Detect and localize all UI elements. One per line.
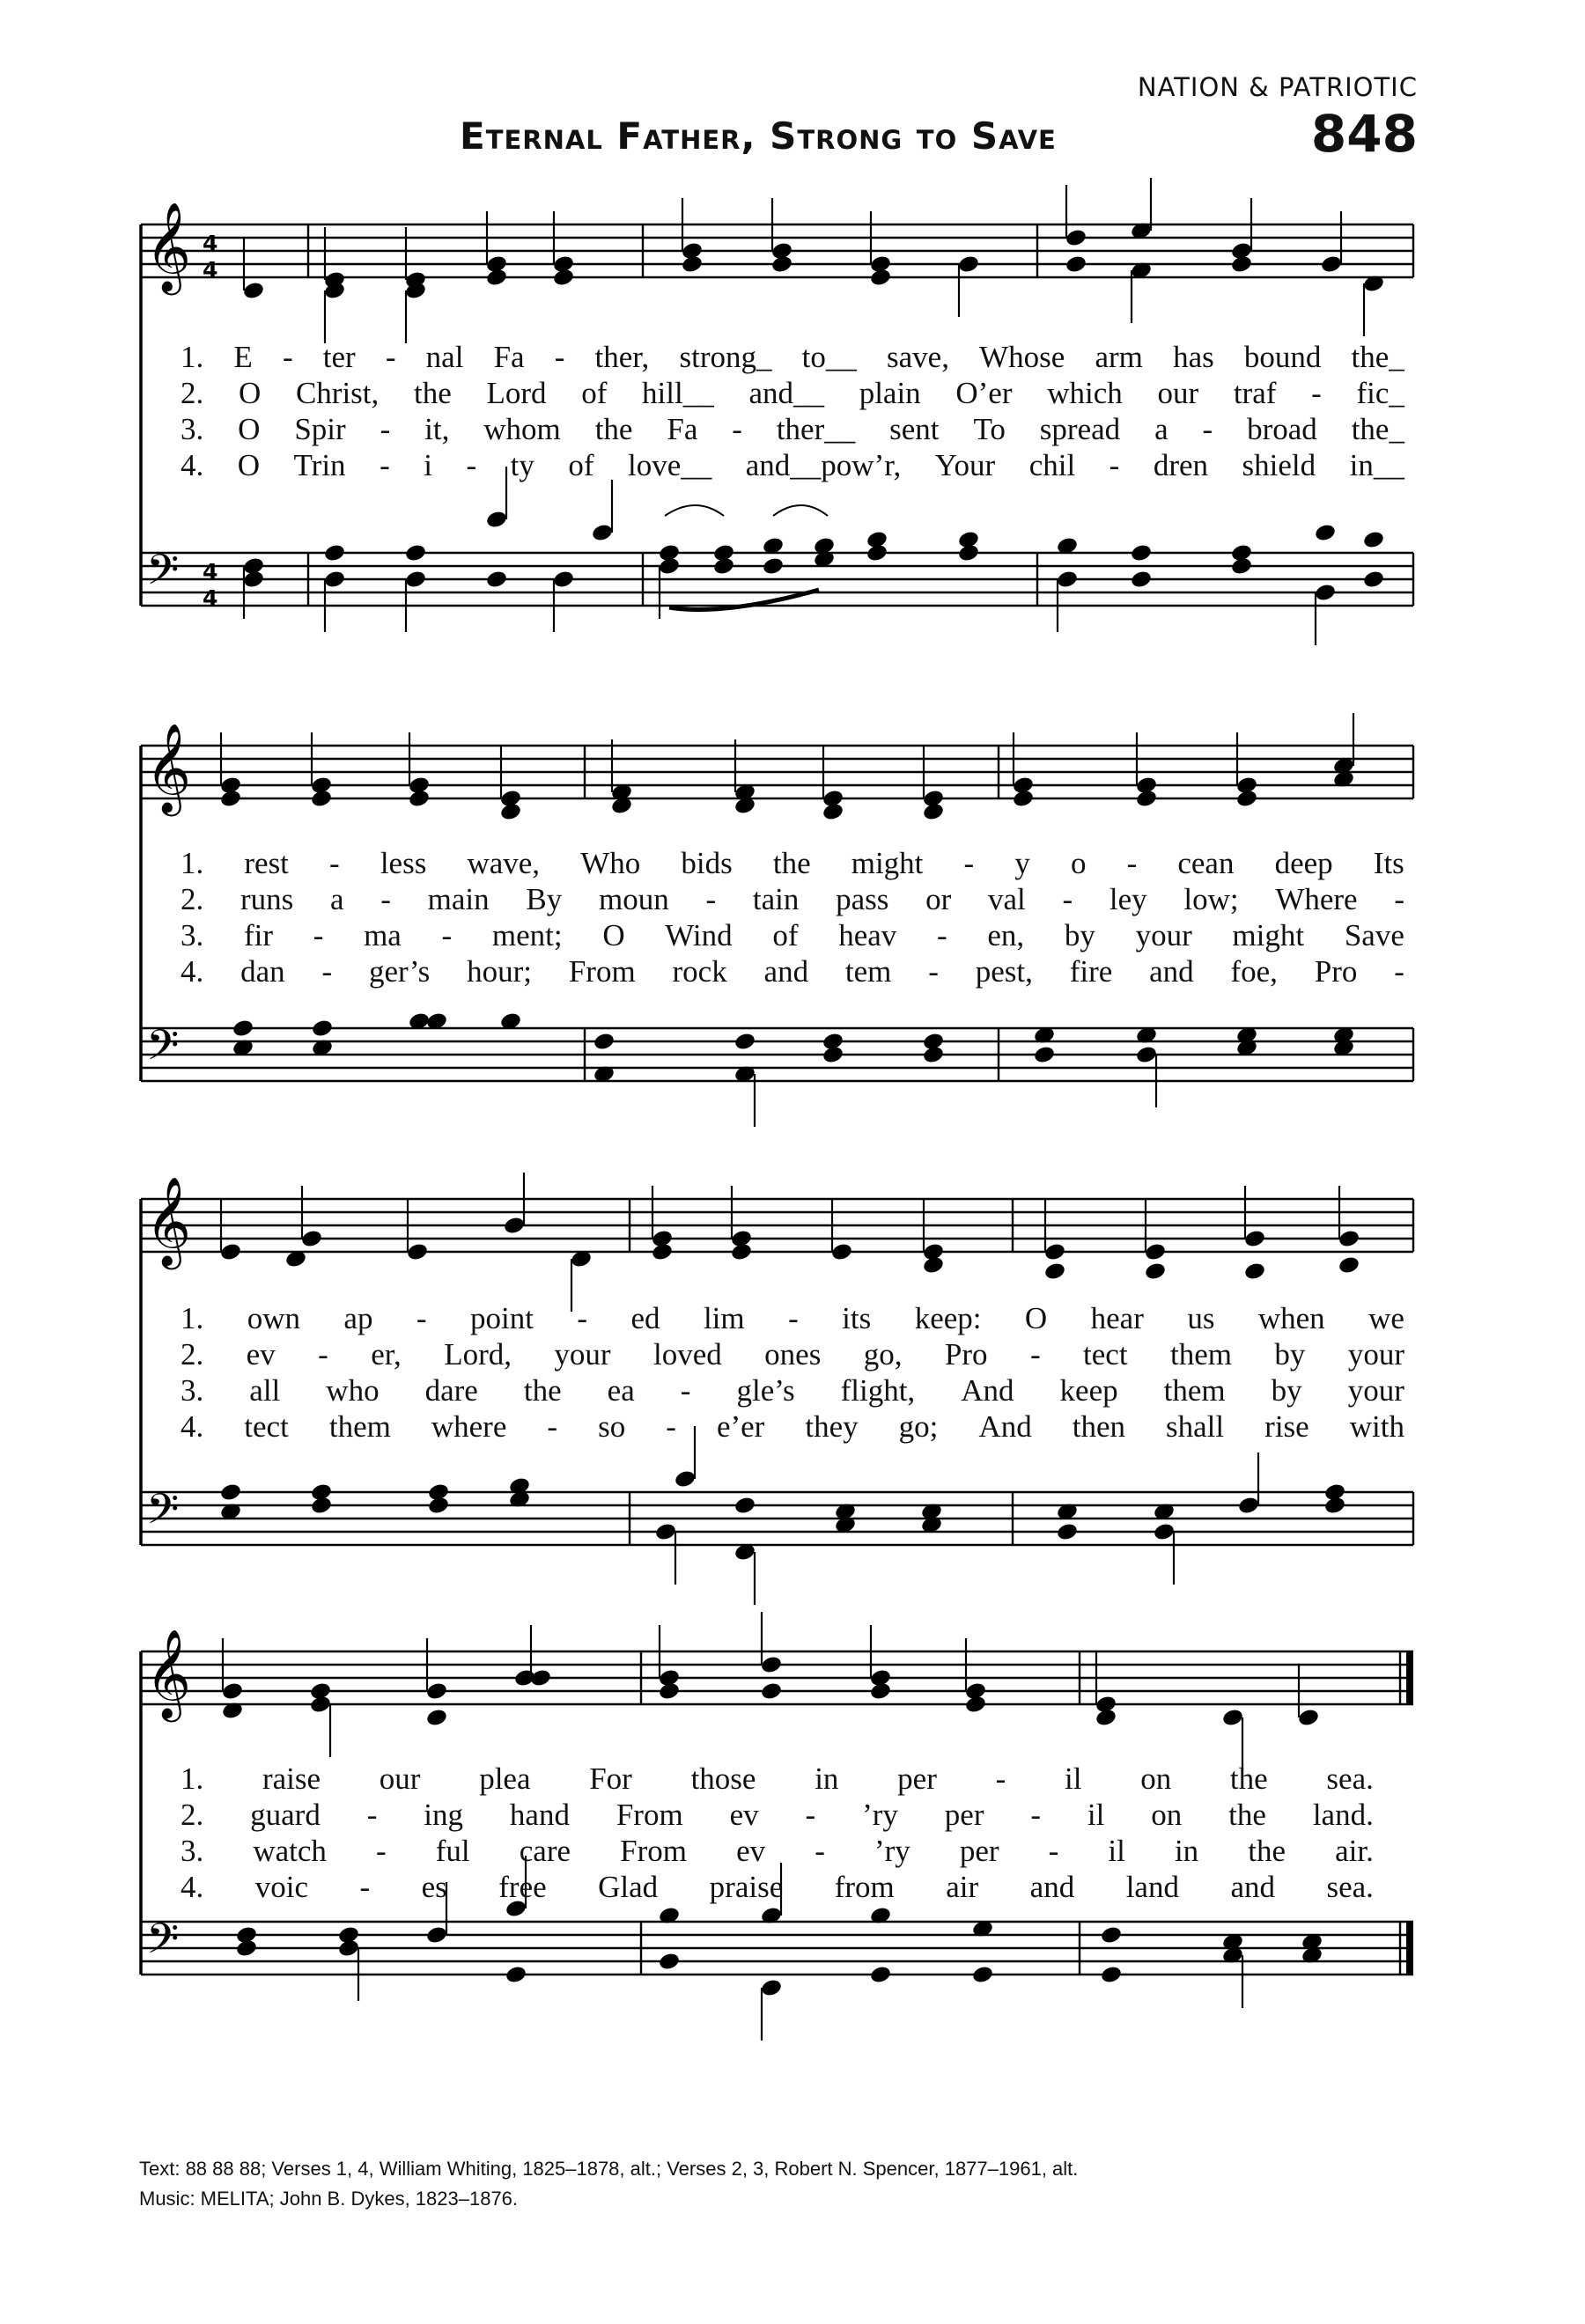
lyric-word: by	[1271, 1373, 1302, 1408]
verse-line	[181, 1300, 1404, 1336]
lyric-word: in	[1174, 1834, 1199, 1868]
verse-line	[181, 1797, 1374, 1833]
lyric-word: 2.	[181, 1798, 204, 1832]
lyric-word: To	[973, 412, 1006, 446]
lyric-word: a	[330, 882, 344, 916]
lyric-word: And	[961, 1373, 1014, 1408]
lyric-word: o	[1070, 846, 1087, 880]
lyric-word: 1.	[181, 1761, 204, 1796]
lyric-word: Christ,	[295, 376, 380, 410]
lyric-word: and__pow’r,	[745, 448, 902, 482]
lyric-word: ap	[343, 1301, 373, 1335]
lyric-word: plea	[479, 1761, 531, 1796]
lyrics-system-1	[181, 339, 1404, 483]
lyric-word: er,	[371, 1337, 402, 1372]
lyric-word: dan	[240, 954, 285, 989]
lyric-word: less	[380, 846, 427, 880]
lyric-word: your	[1347, 1337, 1404, 1372]
lyric-word: -	[928, 954, 939, 989]
lyric-word: strong_	[679, 340, 772, 374]
lyric-word: 4.	[181, 954, 204, 989]
svg-text:4: 4	[203, 559, 218, 585]
lyric-word: 1.	[181, 1301, 204, 1335]
lyric-word: and__	[748, 376, 824, 410]
lyric-word: O	[602, 918, 625, 952]
lyric-word: save,	[887, 340, 949, 374]
lyric-word: -	[1062, 882, 1073, 916]
lyric-word: ing	[424, 1798, 464, 1832]
lyric-word: Fa	[493, 340, 525, 374]
lyric-word: -	[995, 1761, 1006, 1796]
lyric-word: main	[427, 882, 490, 916]
lyric-word: moun	[598, 882, 669, 916]
lyric-word: i	[424, 448, 432, 482]
lyric-word: the	[523, 1373, 562, 1408]
lyric-word: to__	[801, 340, 857, 374]
lyric-word: -	[788, 1301, 799, 1335]
lyric-word: -	[666, 1409, 676, 1444]
lyric-word: Your	[934, 448, 996, 482]
lyric-word: tem	[844, 954, 892, 989]
lyric-word: O’er	[955, 376, 1013, 410]
lyric-word: O	[1024, 1301, 1048, 1335]
lyric-word: wave,	[467, 846, 541, 880]
lyric-word: Glad	[598, 1870, 659, 1904]
lyric-word: which	[1047, 376, 1123, 410]
lyric-word: ger’s	[368, 954, 431, 989]
lyric-word: -	[376, 1834, 387, 1868]
lyric-word: -	[680, 1373, 691, 1408]
lyric-word: hour;	[467, 954, 532, 989]
lyric-word: praise	[709, 1870, 784, 1904]
lyric-word: might	[851, 846, 924, 880]
lyric-word: cean	[1177, 846, 1235, 880]
lyric-word: the	[1248, 1834, 1286, 1868]
lyric-word: raise	[262, 1761, 321, 1796]
lyric-word: -	[313, 918, 324, 952]
lyric-word: il	[1087, 1798, 1105, 1832]
lyric-word: ty	[510, 448, 534, 482]
lyric-word: in	[815, 1761, 839, 1796]
lyric-word: -	[1126, 846, 1138, 880]
lyric-word: and	[1230, 1870, 1275, 1904]
svg-text:𝄞: 𝄞	[145, 722, 192, 813]
lyric-word: flight,	[840, 1373, 916, 1408]
lyric-word: -	[805, 1798, 816, 1832]
lyric-word: per	[944, 1798, 984, 1832]
lyric-word: -	[732, 412, 742, 446]
lyric-word: per	[959, 1834, 999, 1868]
lyric-word: then	[1072, 1409, 1125, 1444]
lyric-word: per	[897, 1761, 937, 1796]
lyric-word: a	[1154, 412, 1168, 446]
lyric-word: 2.	[181, 1337, 204, 1372]
lyric-word: -	[554, 340, 565, 374]
lyric-word: we	[1368, 1301, 1404, 1335]
lyric-word: fic_	[1356, 376, 1404, 410]
lyric-word: who	[326, 1373, 380, 1408]
lyric-word: -	[577, 1301, 588, 1335]
lyric-word: gle’s	[736, 1373, 795, 1408]
lyric-word: voic	[254, 1870, 308, 1904]
lyric-word: its	[842, 1301, 872, 1335]
lyric-word: foe,	[1230, 954, 1278, 989]
lyric-word: fire	[1069, 954, 1113, 989]
lyric-word: and	[763, 954, 809, 989]
lyric-word: tain	[752, 882, 800, 916]
lyric-word: go;	[898, 1409, 939, 1444]
lyric-word: by	[1064, 918, 1095, 952]
lyric-word: the	[413, 376, 452, 410]
verse-line	[181, 881, 1404, 917]
lyric-word: 3.	[181, 1834, 204, 1868]
lyric-word: our	[1157, 376, 1199, 410]
lyric-word: Save	[1344, 918, 1404, 952]
lyric-word: -	[366, 1798, 378, 1832]
lyric-word: bids	[681, 846, 733, 880]
lyric-word: tect	[244, 1409, 289, 1444]
lyric-word: ’ry	[862, 1798, 898, 1832]
verse-line	[181, 1336, 1404, 1372]
svg-text:𝄞: 𝄞	[145, 1175, 192, 1266]
lyric-word: broad	[1247, 412, 1317, 446]
lyric-word: by	[1274, 1337, 1306, 1372]
lyric-word: point	[469, 1301, 534, 1335]
lyric-word: en,	[987, 918, 1025, 952]
lyric-word: 1.	[181, 340, 204, 374]
lyric-word: -	[963, 846, 975, 880]
lyric-word: And	[978, 1409, 1032, 1444]
lyric-word: -	[547, 1409, 558, 1444]
verse-line	[181, 1408, 1404, 1445]
lyric-word: ther,	[594, 340, 650, 374]
svg-text:4: 4	[203, 231, 218, 256]
lyric-word: -	[937, 918, 947, 952]
svg-text:𝄞: 𝄞	[145, 1628, 192, 1718]
credits	[139, 2154, 1078, 2214]
lyric-word: land	[1125, 1870, 1179, 1904]
lyric-word: -	[705, 882, 717, 916]
lyric-word: il	[1065, 1761, 1082, 1796]
lyric-word: 4.	[181, 448, 204, 482]
lyric-word: us	[1187, 1301, 1215, 1335]
text-credit: Text: 88 88 88; Verses 1, 4, William Whiting, 1825–1878, alt.; Verses 2, 3, Robert N. Spencer, 1877–1961, alt.	[139, 2158, 1079, 2180]
lyric-word: 1.	[181, 846, 204, 880]
lyric-word: them	[1170, 1337, 1232, 1372]
lyric-word: -	[1394, 882, 1404, 916]
lyric-word: on	[1140, 1761, 1172, 1796]
lyric-word: care	[519, 1834, 571, 1868]
lyric-word: they	[805, 1409, 859, 1444]
lyric-word: e’er	[716, 1409, 765, 1444]
lyric-word: Lord,	[444, 1337, 512, 1372]
lyric-word: the	[1228, 1798, 1266, 1832]
lyric-word: O	[237, 448, 261, 482]
verse-line	[181, 1372, 1404, 1408]
lyric-word: 2.	[181, 376, 204, 410]
lyric-word: heav	[838, 918, 897, 952]
lyric-word: loved	[652, 1337, 722, 1372]
lyric-word: keep:	[914, 1301, 982, 1335]
lyric-word: your	[1135, 918, 1192, 952]
lyric-word: might	[1232, 918, 1305, 952]
hymn-title: Eternal Father, Strong to Save	[460, 114, 1057, 158]
lyric-word: -	[1394, 954, 1404, 989]
verse-line	[181, 411, 1404, 447]
lyric-word: runs	[240, 882, 294, 916]
lyric-word: the	[1229, 1761, 1268, 1796]
music-credit: Music: MELITA; John B. Dykes, 1823–1876.	[139, 2188, 519, 2210]
lyric-word: love__	[628, 448, 712, 482]
verse-line	[181, 953, 1404, 989]
lyric-word: hill__	[642, 376, 714, 410]
lyric-word: Its	[1373, 846, 1404, 880]
lyric-word: Who	[580, 846, 641, 880]
lyric-word: ea	[607, 1373, 635, 1408]
lyric-word: 3.	[181, 412, 204, 446]
lyric-word: -	[1202, 412, 1213, 446]
lyric-word: land.	[1312, 1798, 1374, 1832]
verse-line	[181, 375, 1404, 411]
lyric-word: -	[466, 448, 477, 482]
lyric-word: -	[321, 954, 333, 989]
lyric-word: Spir	[294, 412, 346, 446]
lyric-word: the_	[1351, 412, 1404, 446]
lyric-word: ev	[736, 1834, 766, 1868]
lyric-word: air.	[1335, 1834, 1374, 1868]
lyric-word: es	[421, 1870, 447, 1904]
svg-text:𝄢: 𝄢	[146, 545, 180, 605]
lyric-word: ther__	[776, 412, 856, 446]
lyric-word: rest	[244, 846, 289, 880]
lyric-word: deep	[1274, 846, 1333, 880]
lyric-word: or	[925, 882, 952, 916]
lyric-word: -	[416, 1301, 427, 1335]
lyric-word: val	[987, 882, 1026, 916]
lyric-word: where	[431, 1409, 507, 1444]
lyrics-system-3	[181, 1300, 1404, 1445]
lyric-word: hand	[509, 1798, 570, 1832]
lyric-word: from	[834, 1870, 895, 1904]
lyric-word: -	[815, 1834, 825, 1868]
lyric-word: fir	[243, 918, 273, 952]
lyric-word: when	[1257, 1301, 1325, 1335]
lyric-word: y	[1014, 846, 1030, 880]
lyric-word: keep	[1059, 1373, 1118, 1408]
lyric-word: sent	[889, 412, 940, 446]
lyric-word: ev	[729, 1798, 759, 1832]
lyric-word: pass	[836, 882, 889, 916]
lyric-word: -	[380, 882, 391, 916]
lyric-word: -	[282, 340, 293, 374]
lyric-word: the	[594, 412, 633, 446]
lyric-word: arm	[1095, 340, 1143, 374]
svg-text:4: 4	[203, 585, 218, 611]
lyric-word: spread	[1039, 412, 1121, 446]
lyric-word: shall	[1166, 1409, 1225, 1444]
lyric-word: go,	[863, 1337, 903, 1372]
lyric-word: Wind	[665, 918, 733, 952]
lyric-word: -	[380, 412, 391, 446]
verse-line	[181, 1869, 1374, 1905]
lyric-word: Pro	[944, 1337, 988, 1372]
lyric-word: Whose	[979, 340, 1065, 374]
lyric-word: so	[598, 1409, 626, 1444]
lyric-word: guard	[250, 1798, 321, 1832]
lyric-word: il	[1108, 1834, 1125, 1868]
lyric-word: sea.	[1326, 1761, 1374, 1796]
hymnal-section-label: NATION & PATRIOTIC	[1137, 72, 1418, 102]
lyric-word: Where	[1275, 882, 1358, 916]
lyric-word: pest,	[975, 954, 1033, 989]
verse-line	[181, 1761, 1374, 1797]
lyric-word: watch	[253, 1834, 327, 1868]
svg-text:𝄢: 𝄢	[146, 1914, 180, 1974]
verse-line	[181, 917, 1404, 953]
lyric-word: Fa	[667, 412, 698, 446]
lyric-word: shield	[1242, 448, 1316, 482]
lyric-word: low;	[1183, 882, 1239, 916]
lyric-word: rock	[672, 954, 727, 989]
lyric-word: bound	[1243, 340, 1322, 374]
lyric-word: lim	[703, 1301, 745, 1335]
lyric-word: ed	[630, 1301, 660, 1335]
lyric-word: ter	[322, 340, 356, 374]
lyric-word: -	[1029, 1337, 1041, 1372]
lyric-word: air	[946, 1870, 979, 1904]
lyric-word: ful	[435, 1834, 470, 1868]
lyric-word: with	[1349, 1409, 1404, 1444]
verse-line	[181, 1833, 1374, 1869]
lyric-word: 4.	[181, 1870, 204, 1904]
lyric-word: -	[1109, 448, 1120, 482]
lyric-word: 3.	[181, 918, 204, 952]
lyric-word: ev	[246, 1337, 276, 1372]
lyric-word: For	[589, 1761, 632, 1796]
lyric-word: ment;	[491, 918, 563, 952]
lyrics-system-2	[181, 845, 1404, 989]
lyric-word: of	[568, 448, 594, 482]
lyric-word: 4.	[181, 1409, 204, 1444]
lyric-word: dare	[424, 1373, 478, 1408]
lyric-word: ’ry	[874, 1834, 910, 1868]
lyric-word: -	[441, 918, 453, 952]
verse-line	[181, 339, 1404, 375]
lyric-word: those	[690, 1761, 756, 1796]
lyric-word: nal	[425, 340, 464, 374]
lyric-word: the_	[1351, 340, 1404, 374]
lyric-word: and	[1149, 954, 1194, 989]
lyric-word: Lord	[486, 376, 547, 410]
lyric-word: rise	[1264, 1409, 1309, 1444]
lyric-word: From	[616, 1798, 683, 1832]
lyric-word: -	[385, 340, 396, 374]
lyric-word: -	[359, 1870, 371, 1904]
lyric-word: sea.	[1326, 1870, 1374, 1904]
lyric-word: By	[526, 882, 563, 916]
svg-text:𝄢: 𝄢	[146, 1020, 180, 1080]
lyric-word: own	[247, 1301, 300, 1335]
lyric-word: whom	[483, 412, 561, 446]
lyric-word: ma	[364, 918, 402, 952]
lyric-word: in__	[1349, 448, 1404, 482]
lyric-word: -	[380, 448, 390, 482]
lyric-word: has	[1173, 340, 1214, 374]
lyric-word: on	[1151, 1798, 1183, 1832]
lyric-word: your	[1347, 1373, 1404, 1408]
lyric-word: free	[498, 1870, 547, 1904]
lyric-word: the	[772, 846, 811, 880]
svg-text:4: 4	[203, 257, 218, 283]
lyric-word: them	[328, 1409, 391, 1444]
lyric-word: them	[1163, 1373, 1226, 1408]
lyric-word: O	[238, 376, 262, 410]
lyric-word: -	[318, 1337, 328, 1372]
lyric-word: and	[1029, 1870, 1075, 1904]
lyric-word: 2.	[181, 882, 204, 916]
lyric-word: traf	[1233, 376, 1277, 410]
lyric-word: Pro	[1314, 954, 1358, 989]
lyric-word: it,	[424, 412, 450, 446]
lyric-word: E	[233, 340, 253, 374]
lyric-word: hear	[1090, 1301, 1144, 1335]
lyric-word: tect	[1083, 1337, 1128, 1372]
lyric-word: -	[1048, 1834, 1059, 1868]
lyric-word: of	[581, 376, 608, 410]
lyric-word: -	[1030, 1798, 1042, 1832]
lyrics-system-4	[181, 1761, 1374, 1905]
lyric-word: plain	[859, 376, 921, 410]
lyric-word: our	[379, 1761, 421, 1796]
lyric-word: ones	[764, 1337, 822, 1372]
lyric-word: 3.	[181, 1373, 204, 1408]
lyric-word: of	[772, 918, 799, 952]
verse-line	[181, 447, 1404, 483]
lyric-word: -	[329, 846, 340, 880]
lyric-word: From	[568, 954, 636, 989]
svg-text:𝄞: 𝄞	[145, 201, 192, 291]
svg-text:𝄢: 𝄢	[146, 1484, 180, 1544]
lyric-word: -	[1311, 376, 1322, 410]
lyric-word: Trin	[293, 448, 346, 482]
lyric-word: ley	[1109, 882, 1147, 916]
lyric-word: From	[620, 1834, 687, 1868]
lyric-word: all	[249, 1373, 281, 1408]
lyric-word: dren	[1153, 448, 1209, 482]
hymn-number: 848	[1310, 104, 1418, 164]
lyric-word: your	[554, 1337, 611, 1372]
lyric-word: chil	[1028, 448, 1076, 482]
verse-line	[181, 845, 1404, 881]
lyric-word: O	[238, 412, 261, 446]
